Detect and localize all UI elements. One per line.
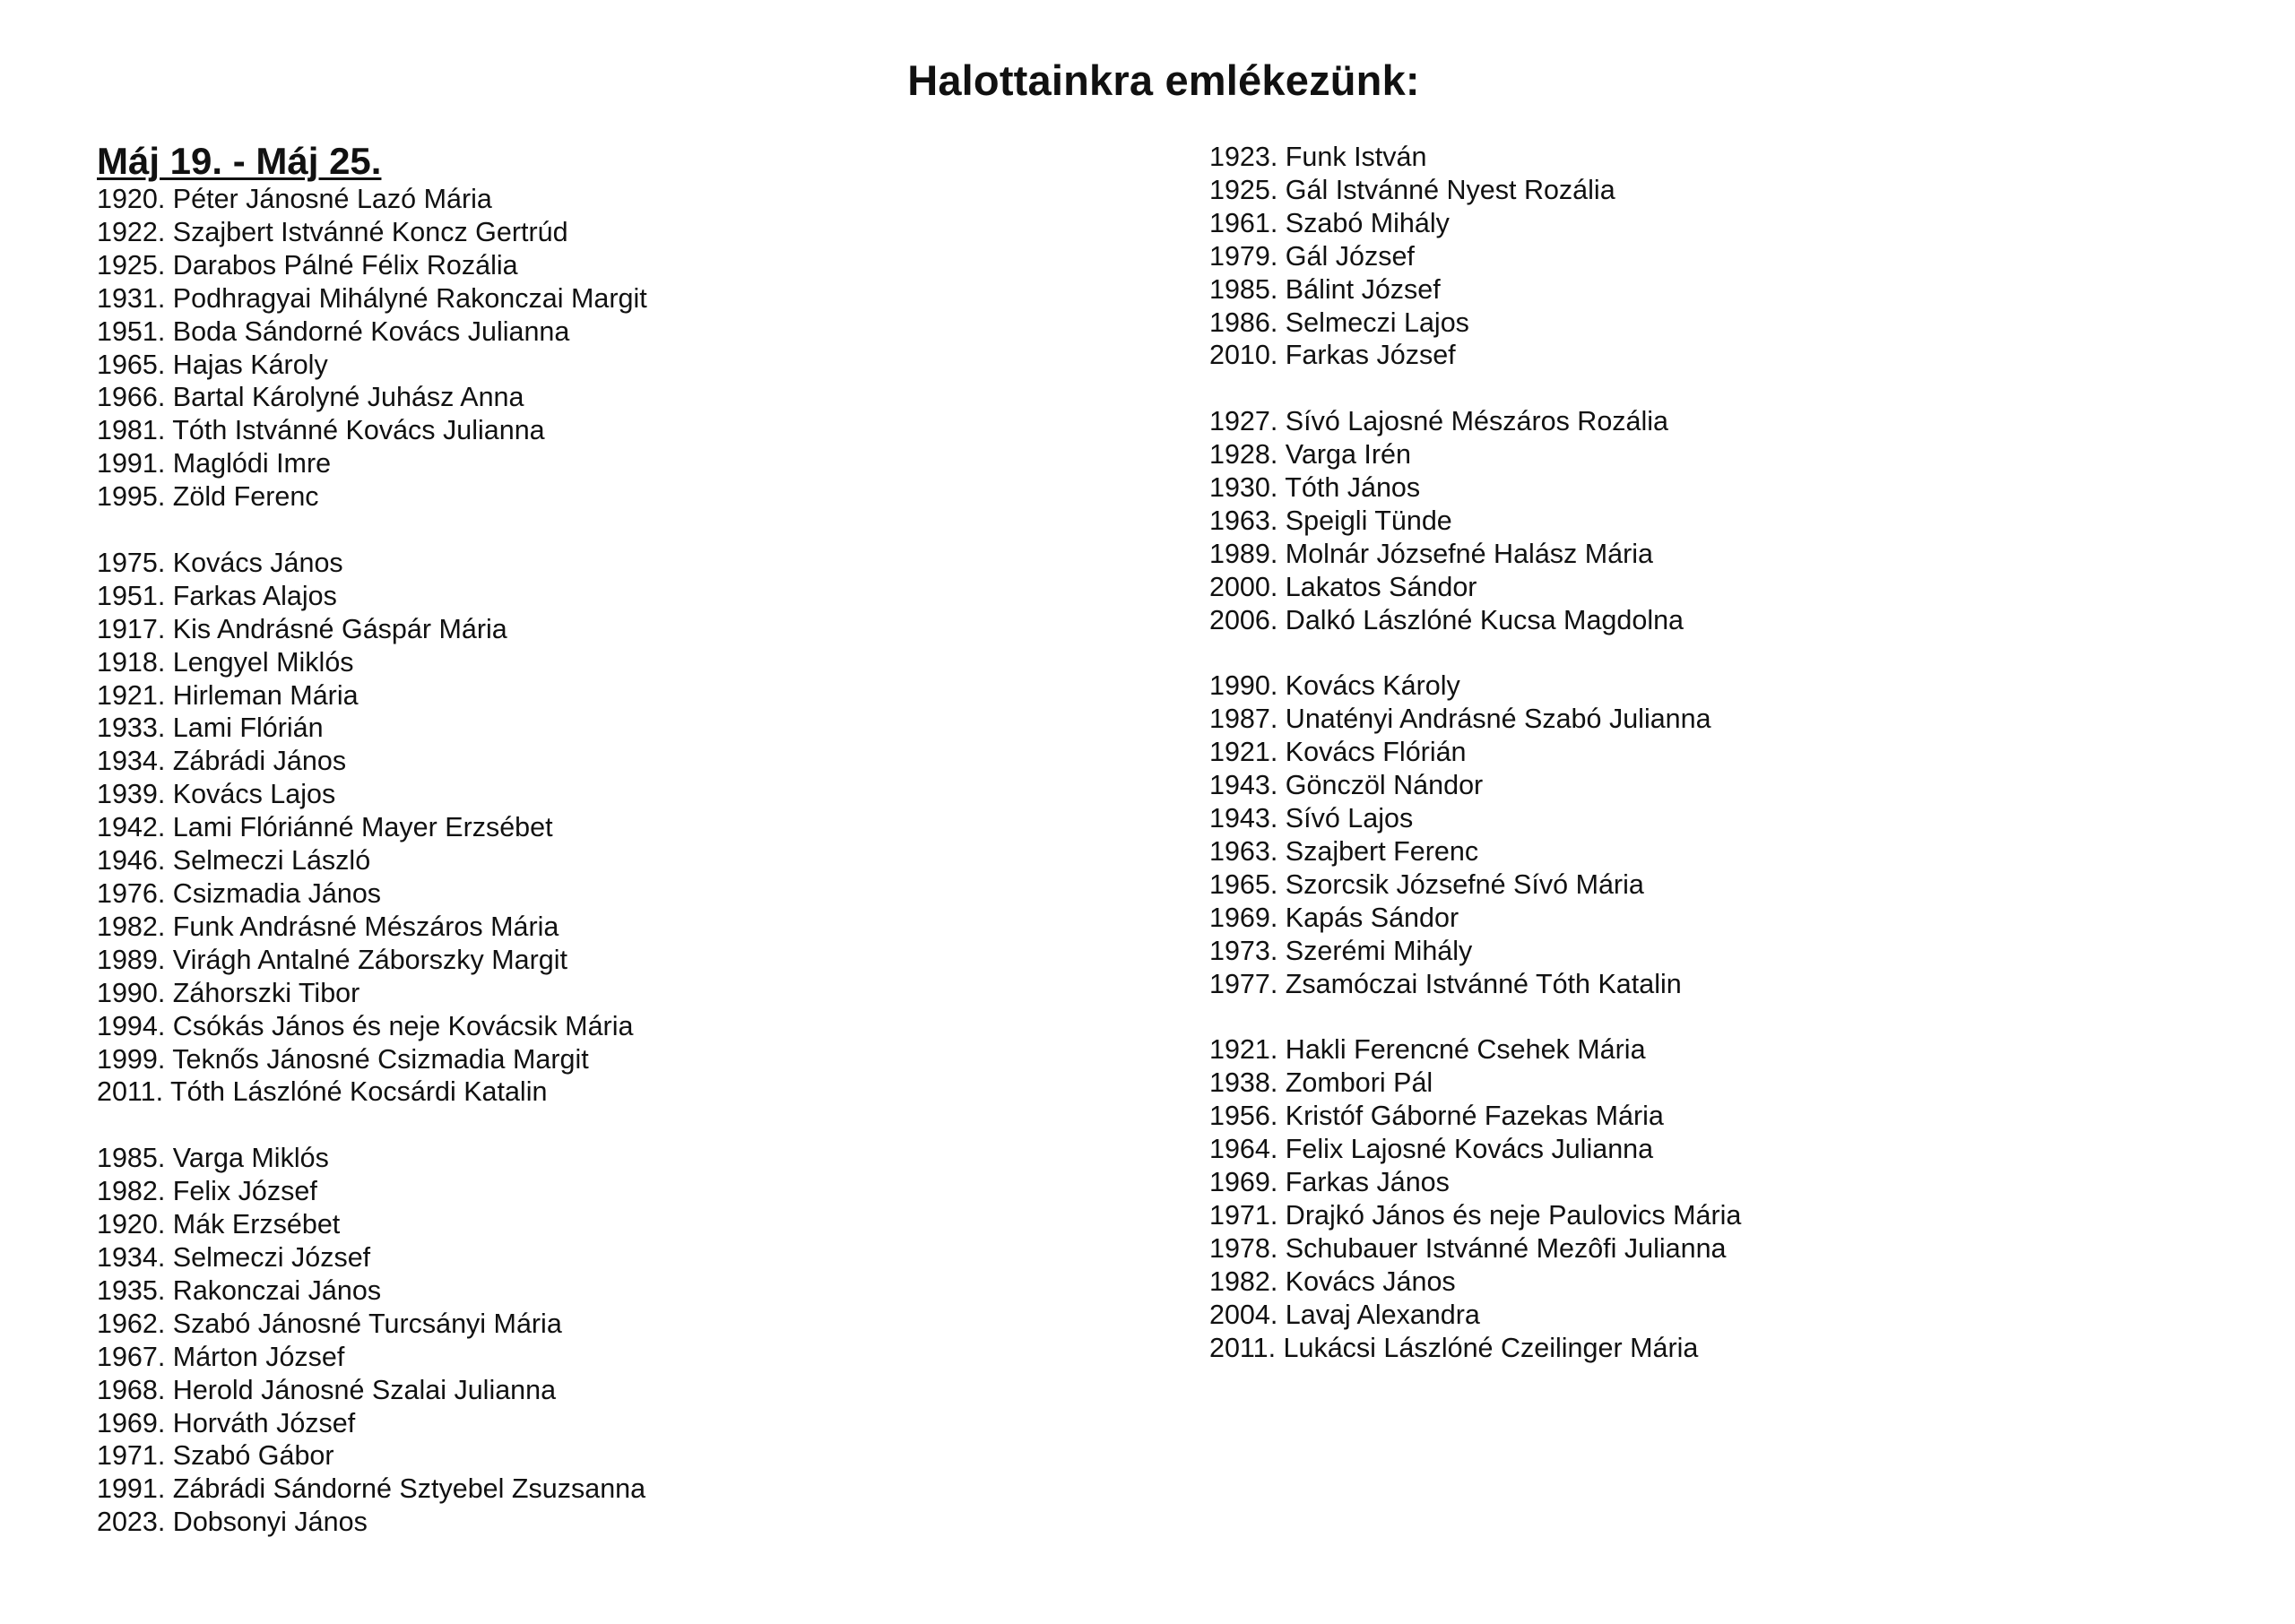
memorial-entry: 1978. Schubauer Istvánné Mezôfi Julianna — [1209, 1232, 1727, 1264]
memorial-entry: 1986. Selmeczi Lajos — [1209, 307, 1469, 338]
memorial-entry: 1969. Horváth József — [97, 1407, 356, 1438]
memorial-entry: 2011. Lukácsi Lászlóné Czeilinger Mária — [1209, 1332, 1699, 1363]
memorial-entry: 1990. Kovács Károly — [1209, 670, 1460, 702]
memorial-entry: 1971. Szabó Gábor — [97, 1440, 334, 1472]
memorial-entry: 1933. Lami Flórián — [97, 713, 324, 744]
memorial-entry: 1956. Kristóf Gáborné Fazekas Mária — [1209, 1101, 1664, 1132]
memorial-entry: 1925. Darabos Pálné Félix Rozália — [97, 249, 518, 281]
memorial-entry: 1963. Speigli Tünde — [1209, 505, 1452, 536]
memorial-entry: 1973. Szerémi Mihály — [1209, 935, 1473, 966]
memorial-entry: 1921. Hirleman Mária — [97, 679, 359, 711]
memorial-entry: 1979. Gál József — [1209, 240, 1415, 272]
memorial-entry: 1982. Felix József — [97, 1176, 317, 1207]
memorial-entry: 1930. Tóth János — [1209, 472, 1421, 504]
memorial-entry: 1951. Boda Sándorné Kovács Julianna — [97, 315, 570, 347]
memorial-entry: 2010. Farkas József — [1209, 340, 1456, 371]
memorial-entry: 1976. Csizmadia János — [97, 878, 382, 910]
memorial-entry: 1971. Drajkó János és neje Paulovics Mária — [1209, 1199, 1742, 1231]
memorial-entry: 1985. Bálint József — [1209, 273, 1441, 305]
memorial-entry: 2004. Lavaj Alexandra — [1209, 1299, 1480, 1330]
memorial-entry: 1942. Lami Flóriánné Mayer Erzsébet — [97, 812, 553, 843]
memorial-entry: 1977. Zsamóczai Istvánné Tóth Katalin — [1209, 968, 1682, 999]
memorial-entry: 2000. Lakatos Sándor — [1209, 571, 1477, 602]
name-group — [97, 1142, 647, 1539]
memorial-entry: 1921. Kovács Flórián — [1209, 737, 1467, 768]
memorial-entry: 1969. Farkas János — [1209, 1167, 1450, 1198]
memorial-entry: 1967. Márton József — [97, 1341, 345, 1372]
memorial-entry: 1943. Gönczöl Nándor — [1209, 770, 1484, 801]
memorial-entry: 2006. Dalkó Lászlóné Kucsa Magdolna — [1209, 604, 1684, 635]
memorial-entry: 1964. Felix Lajosné Kovács Julianna — [1209, 1134, 1654, 1165]
left-column — [97, 140, 647, 1539]
memorial-entry: 1966. Bartal Károlyné Juhász Anna — [97, 382, 524, 413]
memorial-entry: 1994. Csókás János és neje Kovácsik Mária — [97, 1010, 634, 1041]
memorial-entry: 1934. Zábrádi János — [97, 746, 347, 777]
name-group — [1209, 1033, 1741, 1364]
memorial-entry: 1920. Péter Jánosné Lazó Mária — [97, 184, 492, 214]
memorial-entry: 1920. Mák Erzsébet — [97, 1209, 341, 1240]
memorial-entry: 1991. Zábrádi Sándorné Sztyebel Zsuzsanna — [97, 1473, 646, 1505]
memorial-entry: 1917. Kis Andrásné Gáspár Mária — [97, 613, 507, 644]
date-range-heading: Máj 19. - Máj 25. — [97, 140, 382, 182]
memorial-entry: 1990. Záhorszki Tibor — [97, 977, 360, 1008]
right-column — [1209, 141, 1741, 1364]
name-group — [1209, 141, 1741, 372]
memorial-entry: 1922. Szajbert Istvánné Koncz Gertrúd — [97, 216, 568, 247]
memorial-entry: 1935. Rakonczai János — [97, 1274, 382, 1306]
memorial-entry: 1982. Kovács János — [1209, 1266, 1456, 1297]
memorial-entry: 2023. Dobsonyi János — [97, 1507, 368, 1538]
memorial-entry: 1921. Hakli Ferencné Csehek Mária — [1209, 1034, 1646, 1066]
memorial-entry: 1981. Tóth Istvánné Kovács Julianna — [97, 415, 545, 446]
page-title: Halottainkra emlékezünk: — [907, 56, 1420, 104]
memorial-entry: 1923. Funk István — [1209, 142, 1427, 172]
memorial-entry: 1927. Sívó Lajosné Mészáros Rozália — [1209, 406, 1669, 437]
memorial-entry: 1985. Varga Miklós — [97, 1143, 329, 1174]
memorial-entry: 1989. Virágh Antalné Záborszky Margit — [97, 944, 568, 975]
memorial-entry: 1961. Szabó Mihály — [1209, 207, 1450, 238]
memorial-entry: 1965. Hajas Károly — [97, 349, 328, 380]
memorial-entry: 1931. Podhragyai Mihályné Rakonczai Margit — [97, 282, 647, 314]
memorial-entry: 1938. Zombori Pál — [1209, 1067, 1433, 1099]
memorial-entry: 1939. Kovács Lajos — [97, 779, 336, 810]
memorial-entry: 1969. Kapás Sándor — [1209, 902, 1459, 933]
memorial-entry: 1995. Zöld Ferenc — [97, 481, 319, 513]
memorial-entry: 1943. Sívó Lajos — [1209, 803, 1414, 834]
memorial-entry: 1999. Teknős Jánosné Csizmadia Margit — [97, 1043, 589, 1075]
memorial-entry: 1928. Varga Irén — [1209, 439, 1411, 471]
memorial-entry: 2011. Tóth Lászlóné Kocsárdi Katalin — [97, 1076, 548, 1108]
memorial-entry: 1918. Lengyel Miklós — [97, 646, 354, 678]
memorial-entry: 1962. Szabó Jánosné Turcsányi Mária — [97, 1308, 562, 1339]
memorial-entry: 1951. Farkas Alajos — [97, 580, 337, 611]
memorial-entry: 1975. Kovács János — [97, 547, 343, 578]
name-group — [1209, 669, 1741, 1000]
memorial-entry: 1989. Molnár Józsefné Halász Mária — [1209, 538, 1654, 569]
name-group — [97, 183, 647, 514]
memorial-entry: 1946. Selmeczi László — [97, 845, 371, 877]
memorial-entry: 1982. Funk Andrásné Mészáros Mária — [97, 911, 559, 942]
memorial-entry: 1925. Gál Istvánné Nyest Rozália — [1209, 174, 1615, 205]
memorial-entry: 1965. Szorcsik Józsefné Sívó Mária — [1209, 868, 1644, 900]
name-group — [1209, 405, 1741, 636]
memorial-entry: 1934. Selmeczi József — [97, 1241, 371, 1273]
memorial-entry: 1968. Herold Jánosné Szalai Julianna — [97, 1374, 557, 1405]
memorial-entry: 1991. Maglódi Imre — [97, 448, 332, 479]
memorial-entry: 1963. Szajbert Ferenc — [1209, 836, 1479, 867]
memorial-entry: 1987. Unatényi Andrásné Szabó Julianna — [1209, 704, 1711, 735]
name-group — [97, 547, 647, 1109]
